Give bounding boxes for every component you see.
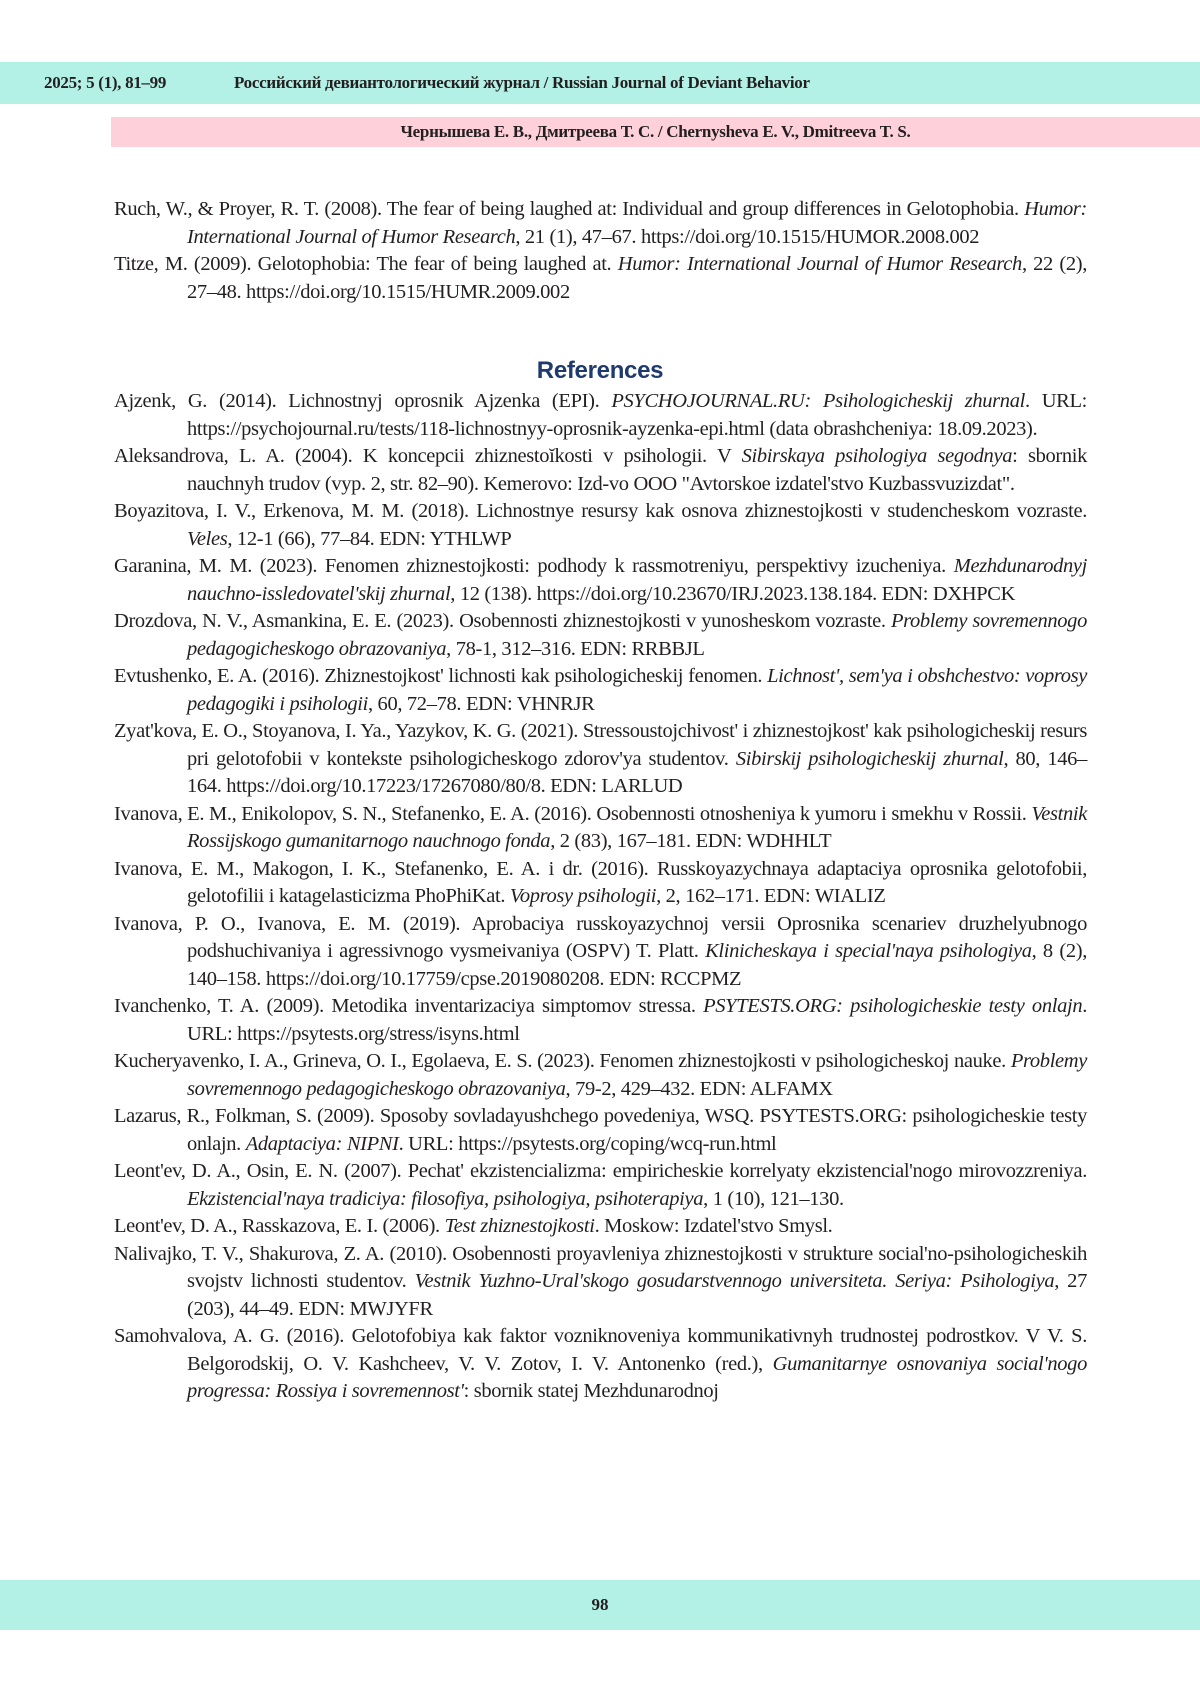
section-title-references: References: [536, 357, 664, 384]
reference-list: [114, 388, 1087, 1406]
reference-source-title: Gumanitarnye osnovaniya social'nogo progressa: Rossiya i sovremennost': [187, 1352, 1087, 1402]
reference-entry: [114, 993, 1087, 1048]
reference-text: Zyat'kova, E. O., Stoyanova, I. Ya., Yazykov, K. G. (2021). Stressoustojchivost' i zhiznestojkost' kak psihologicheskij resurs pri gelotofobii v kontekste psihologicheskogo zdorov'ya studentov.: [114, 720, 1087, 770]
reference-source-title: Adaptaciya: NIPNI: [245, 1132, 399, 1155]
reference-source-title: Humor: International Journal of Humor Research: [617, 253, 1022, 275]
reference-text: Aleksandrova, L. A. (2004). K koncepcii zhiznestoĭkosti v psihologii. V: [114, 445, 742, 467]
reference-text: , 78-1, 312–316. EDN: RRBBJL: [446, 637, 705, 660]
reference-text: Ivanova, E. M., Enikolopov, S. N., Stefanenko, E. A. (2016). Osobennosti otnosheniya k yumoru i smekhu v Rossii.: [114, 802, 1032, 825]
reference-text: . Moskow: Izdatel'stvo Smysl.: [594, 1215, 833, 1237]
reference-entry: [114, 388, 1087, 443]
reference-entry: [114, 1048, 1087, 1103]
reference-entry: [114, 1158, 1087, 1213]
reference-source-title: Klinicheskaya i special'naya psihologiya: [705, 940, 1032, 962]
reference-entry: [114, 251, 1087, 306]
reference-text: Ajzenk, G. (2014). Lichnostnyj oprosnik Ajzenka (EPI).: [114, 390, 612, 412]
reference-source-title: Voprosy psihologii: [509, 885, 657, 907]
reference-entry: [114, 856, 1087, 911]
reference-text: Evtushenko, E. A. (2016). Zhiznestojkost' lichnosti kak psihologicheskij fenomen.: [114, 665, 768, 687]
reference-text: Ivanchenko, T. A. (2009). Metodika inventarizaciya simptomov stressa.: [114, 995, 704, 1017]
reference-text: . URL: https://psychojournal.ru/tests/118-lichnostnyy-oprosnik-ayzenka-epi.html (data obrashcheniya: 18.09.2023).: [187, 390, 1087, 440]
reference-text: , 2, 162–171. EDN: WIALIZ: [656, 885, 886, 907]
reference-source-title: PSYTESTS.ORG: psihologicheskie testy onlajn: [703, 995, 1083, 1017]
reference-text: . URL: https://psytests.org/stress/isyns.html: [187, 995, 1088, 1045]
reference-text: Nalivajko, T. V., Shakurova, Z. A. (2010). Osobennosti proyavleniya zhiznestojkosti v strukture social'no-psihologicheskih svojstv lichnosti studentov.: [114, 1242, 1087, 1292]
reference-entry: [114, 801, 1087, 856]
reference-text: : sbornik nauchnyh trudov (vyp. 2, str. 82–90). Kemerovo: Izd-vo OOO "Avtorskoe izdatel'stvo Kuzbassvuzizdat".: [187, 445, 1088, 495]
reference-text: . URL: https://psytests.org/coping/wcq-run.html: [398, 1132, 777, 1155]
reference-entry: [114, 718, 1087, 801]
journal-header-bar: [0, 62, 1200, 104]
reference-source-title: Problemy sovremennogo pedagogicheskogo obrazovaniya: [187, 1050, 1087, 1100]
reference-source-title: Problemy sovremennogo pedagogicheskogo obrazovaniya: [187, 610, 1087, 660]
reference-text: , 12 (138). https://doi.org/10.23670/IRJ.2023.138.184. EDN: DXHPCK: [450, 582, 1016, 605]
reference-text: Lazarus, R., Folkman, S. (2009). Sposoby sovladayushchego povedeniya, WSQ. PSYTESTS.ORG: psihologicheskie testy onlajn.: [114, 1105, 1087, 1155]
reference-text: , 60, 72–78. EDN: VHNRJR: [368, 692, 595, 715]
reference-source-title: PSYCHOJOURNAL.RU: Psihologicheskij zhurnal: [611, 390, 1025, 412]
reference-source-title: Veles: [187, 527, 228, 550]
reference-source-title: Vestnik Yuzhno-Ural'skogo gosudarstvennogo universiteta. Seriya: Psihologiya: [414, 1270, 1055, 1292]
reference-source-title: Sibirskaya psihologiya segodnya: [741, 445, 1013, 467]
reference-entry: [114, 1241, 1087, 1324]
reference-entry: [114, 663, 1087, 718]
reference-entry: [114, 911, 1087, 994]
reference-entry: [114, 1213, 1087, 1241]
reference-text: Titze, M. (2009). Gelotophobia: The fear of being laughed at.: [114, 253, 618, 275]
reference-text: , 1 (10), 121–130.: [703, 1187, 844, 1210]
reference-source-title: Vestnik Rossijskogo gumanitarnogo nauchnogo fonda: [187, 802, 1087, 852]
reference-text: : sbornik statej Mezhdunarodnoj: [463, 1380, 719, 1402]
reference-text: Ivanova, P. O., Ivanova, E. M. (2019). Aprobaciya russkoyazychnoj versii Oprosnika scenariev druzhelyubnogo podshuchivaniya i agressivnogo vysmeivaniya (OSPV) T. Platt.: [114, 912, 1087, 962]
reference-text: Ruch, W., & Proyer, R. T. (2008). The fear of being laughed at: Individual and group differences in Gelotophobia.: [114, 198, 1025, 220]
reference-list-continued: [114, 196, 1087, 306]
reference-text: Samohvalova, A. G. (2016). Gelotofobiya kak faktor vozniknoveniya kommunikativnyh trudnostej podrostkov. V V. S. Belgorodskij, O. V. Kashcheev, V. V. Zotov, I. V. Antonenko (red.),: [114, 1325, 1087, 1375]
issue-citation: 2025; 5 (1), 81–99: [44, 73, 167, 92]
reference-text: , 21 (1), 47–67. https://doi.org/10.1515/HUMOR.2008.002: [515, 225, 980, 248]
reference-entry: [114, 1323, 1087, 1406]
reference-text: Boyazitova, I. V., Erkenova, M. M. (2018). Lichnostnye resursy kak osnova zhiznestojkosti v studencheskom vozraste.: [114, 500, 1087, 522]
reference-source-title: Test zhiznestojkosti: [444, 1215, 595, 1237]
reference-text: , 12-1 (66), 77–84. EDN: YTHLWP: [227, 527, 512, 550]
reference-entry: [114, 608, 1087, 663]
reference-entry: [114, 196, 1087, 251]
reference-text: , 8 (2), 140–158. https://doi.org/10.17759/cpse.2019080208. EDN: RCCPMZ: [187, 940, 1087, 990]
reference-entry: [114, 443, 1087, 498]
page-number: 98: [591, 1595, 609, 1614]
reference-text: , 79-2, 429–432. EDN: ALFAMX: [565, 1077, 833, 1100]
footer-bar: [0, 1580, 1200, 1630]
authors-bar: Чернышева Е. В., Дмитреева Т. С. / Chernysheva E. V., Dmitreeva T. S.: [111, 117, 1200, 147]
reference-text: Leont'ev, D. A., Osin, E. N. (2007). Pechat' ekzistencializma: empiricheskie korrelyaty ekzistencial'nogo mirovozzreniya.: [114, 1160, 1087, 1182]
journal-title: Российский девиантологический журнал / Russian Journal of Deviant Behavior: [234, 73, 810, 92]
reference-text: , 22 (2), 27–48. https://doi.org/10.1515/HUMR.2009.002: [187, 253, 1087, 303]
reference-source-title: Sibirskij psihologicheskij zhurnal: [735, 747, 1004, 770]
reference-source-title: Humor: International Journal of Humor Research: [187, 198, 1087, 248]
reference-text: , 80, 146–164. https://doi.org/10.17223/17267080/80/8. EDN: LARLUD: [187, 747, 1087, 797]
reference-source-title: Mezhdunarodnyj nauchno-issledovatel'skij zhurnal: [187, 555, 1087, 605]
reference-text: Drozdova, N. V., Asmankina, E. E. (2023). Osobennosti zhiznestojkosti v yunosheskom vozraste.: [114, 610, 891, 632]
reference-source-title: Lichnost', sem'ya i obshchestvo: voprosy pedagogiki i psihologii: [187, 665, 1087, 715]
reference-text: Ivanova, E. M., Makogon, I. K., Stefanenko, E. A. i dr. (2016). Russkoyazychnaya adaptaciya oprosnika gelotofobii, gelotofilii i katagelasticizma PhoPhiKat.: [114, 857, 1087, 907]
reference-text: , 27 (203), 44–49. EDN: MWJYFR: [187, 1270, 1087, 1320]
reference-text: , 2 (83), 167–181. EDN: WDHHLT: [550, 830, 832, 852]
reference-source-title: Ekzistencial'naya tradiciya: filosofiya, psihologiya, psihoterapiya: [187, 1187, 704, 1210]
reference-text: Leont'ev, D. A., Rasskazova, E. I. (2006).: [114, 1215, 445, 1237]
reference-text: Kucheryavenko, I. A., Grineva, O. I., Egolaeva, E. S. (2023). Fenomen zhiznestojkosti v psihologicheskoj nauke.: [114, 1050, 1011, 1072]
reference-entry: [114, 553, 1087, 608]
reference-entry: [114, 498, 1087, 553]
reference-entry: [114, 1103, 1087, 1158]
reference-text: Garanina, M. M. (2023). Fenomen zhiznestojkosti: podhody k rassmotreniyu, perspektivy izucheniya.: [114, 555, 954, 577]
